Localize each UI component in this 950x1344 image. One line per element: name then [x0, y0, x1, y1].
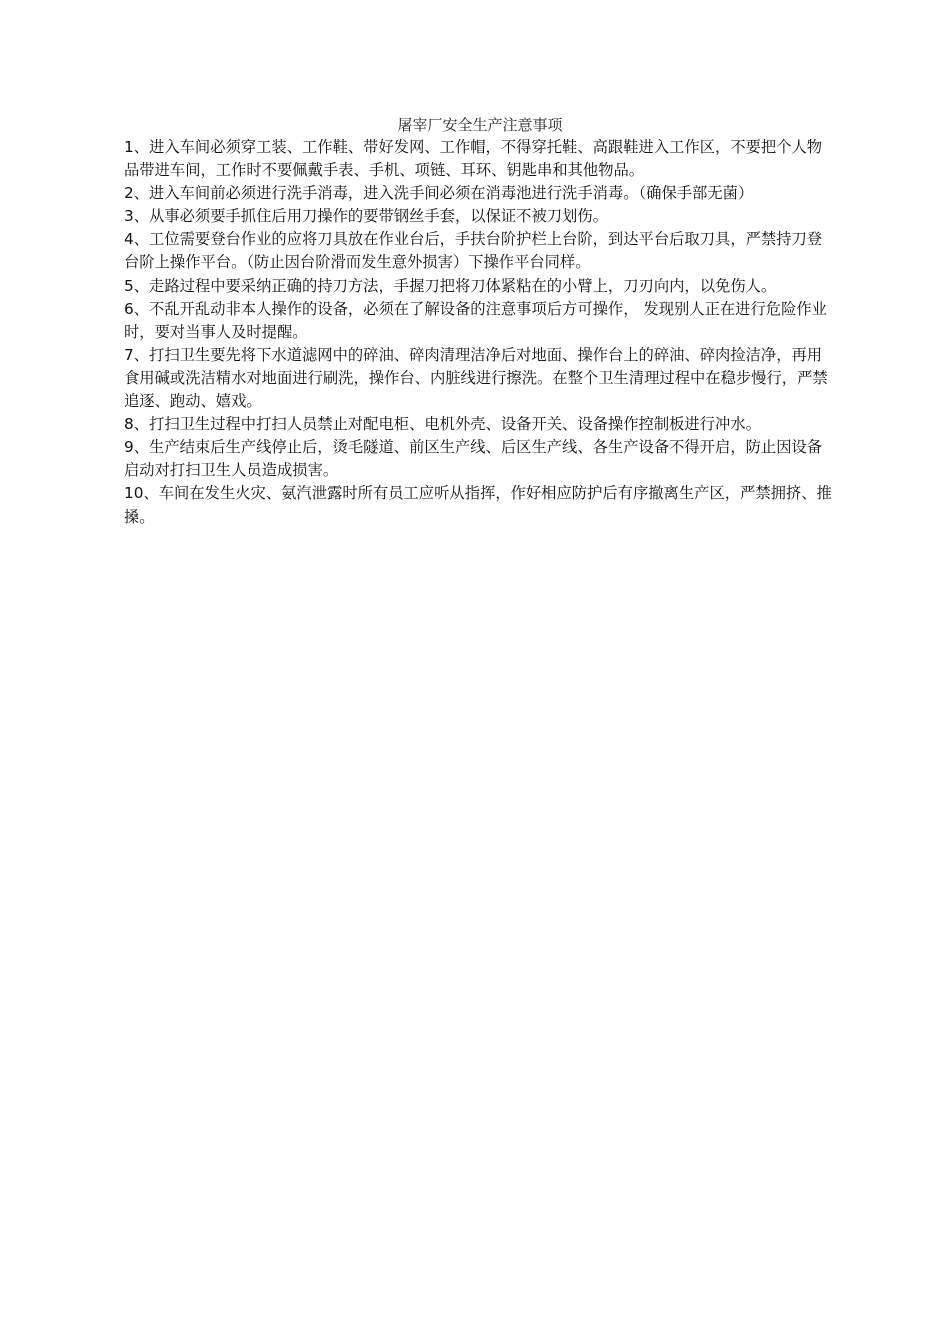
rule-item-10: 10、车间在发生火灾、氨汽泄露时所有员工应听从指挥，作好相应防护后有序撤离生产区，严禁拥挤、推搡。 [124, 484, 832, 526]
rule-item-2: 2、进入车间前必须进行洗手消毒，进入洗手间必须在消毒池进行洗手消毒。（确保手部无菌） [124, 184, 754, 203]
rule-item-3: 3、从事必须要手抓住后用刀操作的要带钢丝手套，以保证不被刀划伤。 [124, 207, 608, 226]
rule-item-9: 9、生产结束后生产线停止后，烫毛隧道、前区生产线、后区生产线、各生产设备不得开启，防止因设备启动对打扫卫生人员造成损害。 [124, 438, 823, 480]
rule-item-1: 1、进入车间必须穿工装、工作鞋、带好发网、工作帽，不得穿托鞋、高跟鞋进入工作区，不要把个人物品带进车间，工作时不要佩戴手表、手机、项链、耳环、钥匙串和其他物品。 [124, 138, 823, 180]
rule-item-5: 5、走路过程中要采纳正确的持刀方法，手握刀把将刀体紧粘在的小臂上，刀刃向内，以免伤人。 [124, 276, 777, 295]
rule-item-8: 8、打扫卫生过程中打扫人员禁止对配电柜、电机外壳、设备开关、设备操作控制板进行冲水。 [124, 415, 761, 434]
rule-item-4: 4、工位需要登台作业的应将刀具放在作业台后，手扶台阶护栏上台阶，到达平台后取刀具，严禁持刀登台阶上操作平台。（防止因台阶滑而发生意外损害）下操作平台同样。 [124, 230, 823, 272]
rule-item-6: 6、不乱开乱动非本人操作的设备，必须在了解设备的注意事项后方可操作， 发现别人正在进行危险作业时，要对当事人及时提醒。 [124, 299, 827, 341]
document-title: 屠宰厂安全生产注意事项 [397, 116, 563, 134]
document-body [124, 136, 836, 529]
rule-item-7: 7、打扫卫生要先将下水道滤网中的碎油、碎肉清理洁净后对地面、操作台上的碎油、碎肉捡洁净，再用食用碱或洗洁精水对地面进行刷洗，操作台、内脏线进行擦洗。在整个卫生清理过程中在稳步慢行，严禁追逐、跑动、嬉戏。 [124, 345, 828, 411]
